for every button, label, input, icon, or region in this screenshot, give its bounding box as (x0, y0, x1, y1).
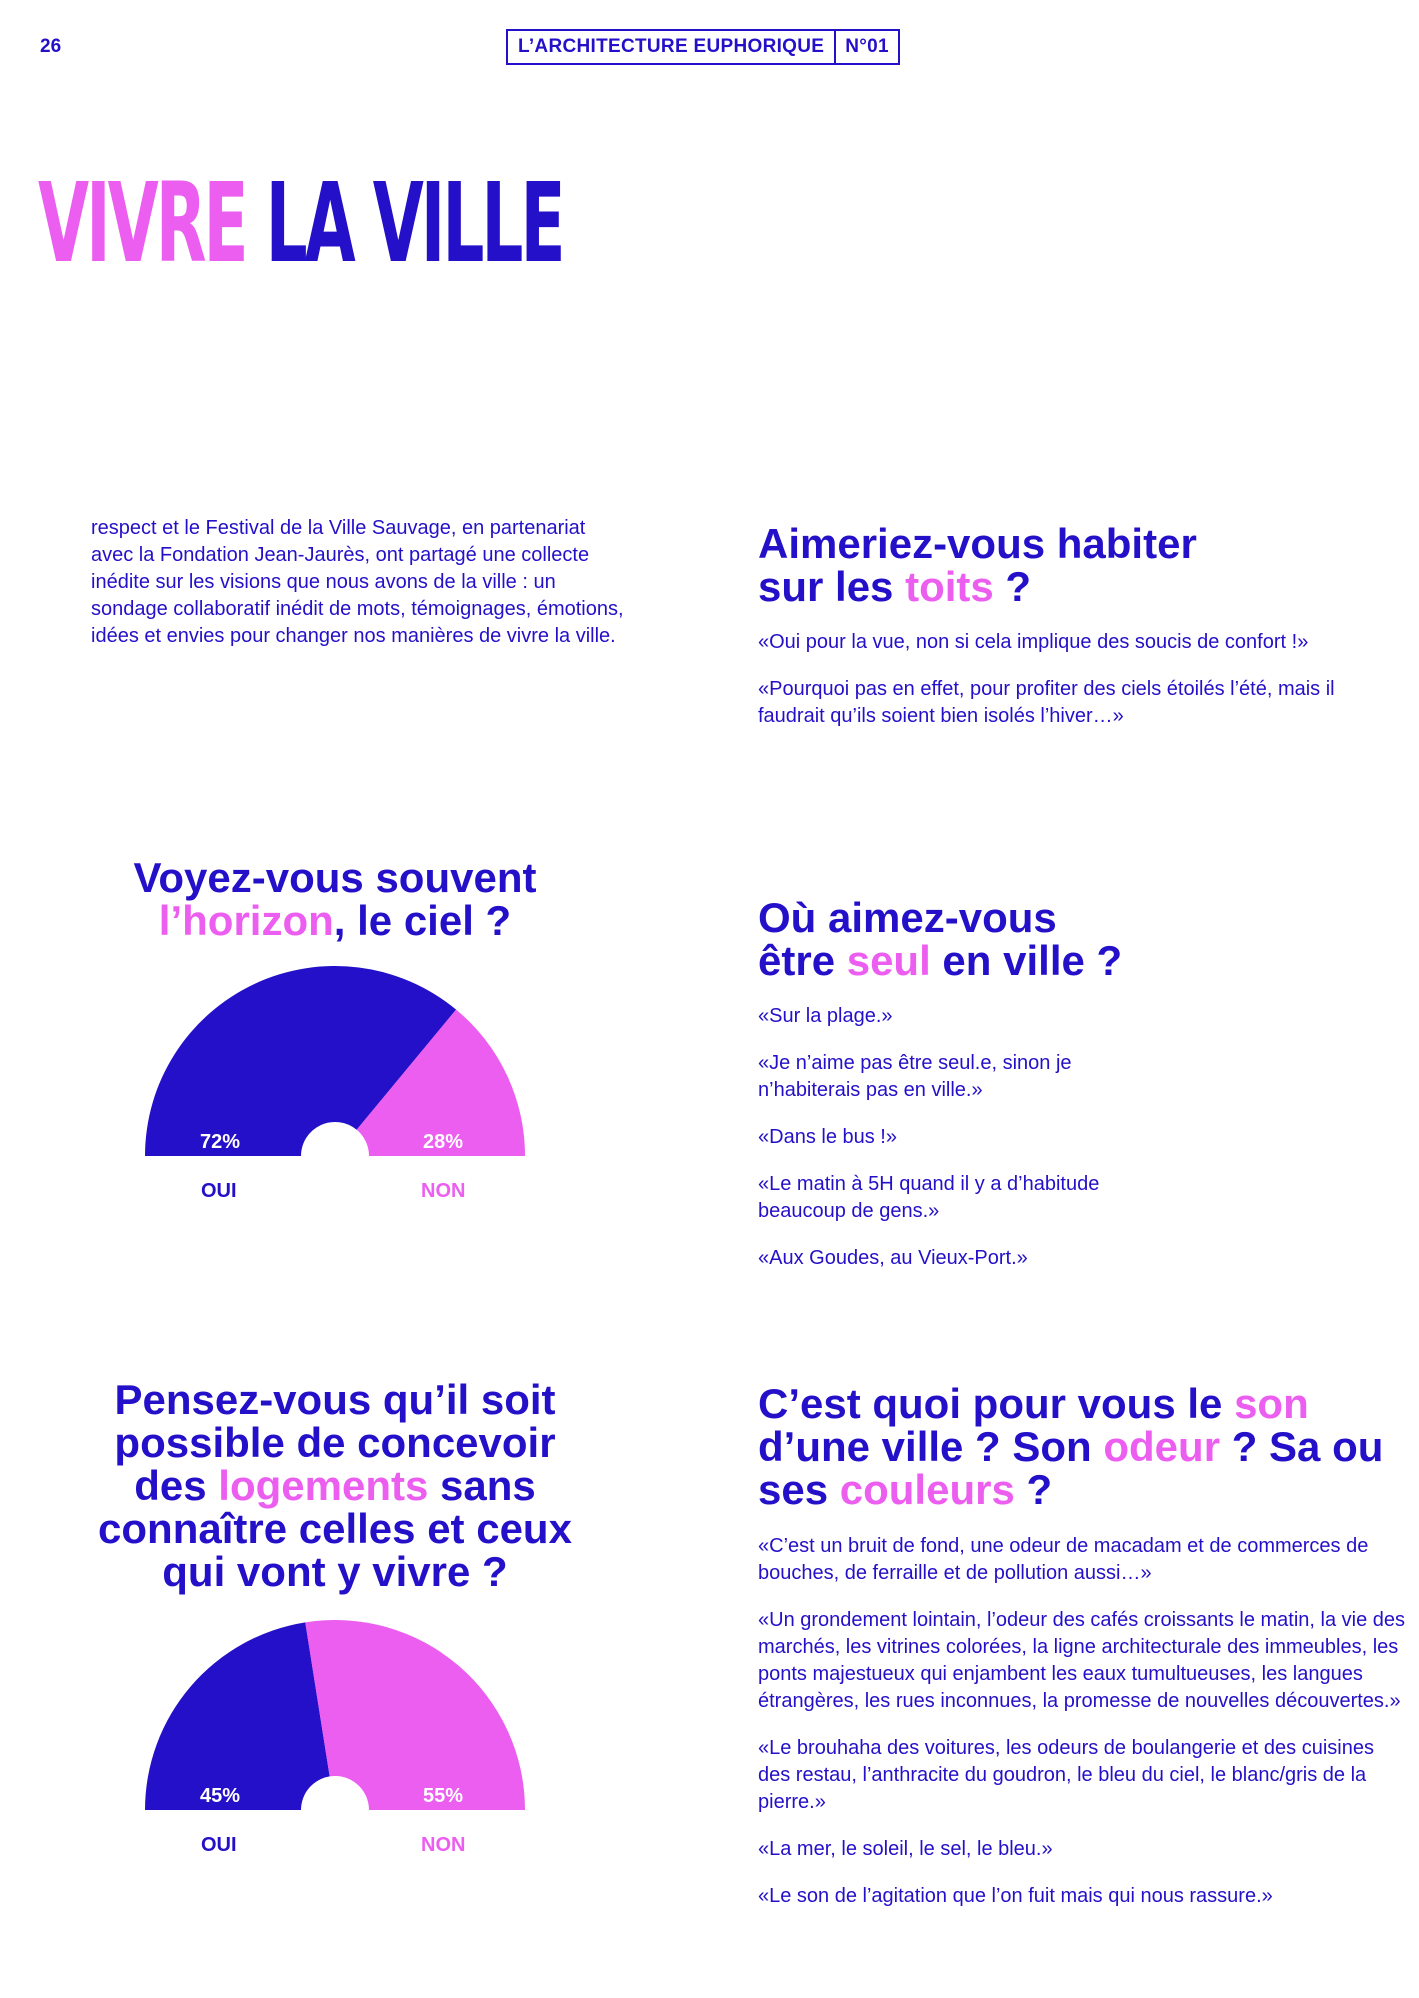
non-label: NON (421, 1180, 466, 1202)
magazine-title: L’ARCHITECTURE EUPHORIQUE (518, 36, 825, 57)
question-text: Pensez-vous qu’il soit possible de concevoir des (114, 1376, 556, 1509)
quote: «Sur la plage.» (758, 1005, 893, 1027)
question-highlight: couleurs (839, 1466, 1015, 1513)
quote: «Pourquoi pas en effet, pour profiter des ciels étoilés l’été, mais il faudrait qu’ils soient bien isolés l’hiver…» (758, 678, 1335, 727)
question-highlight: son (1234, 1380, 1309, 1427)
running-header (506, 29, 900, 65)
page-title (38, 159, 563, 287)
question-highlight: logements (218, 1462, 429, 1509)
quote: «Dans le bus !» (758, 1126, 897, 1148)
question-text: ? (1014, 1466, 1053, 1513)
quote: «Le son de l’agitation que l’on fuit mais qui nous rassure.» (758, 1885, 1273, 1907)
question-alone (758, 896, 1378, 982)
page-number: 26 (40, 36, 62, 57)
question-highlight: seul (846, 937, 931, 984)
quote: «Un grondement lointain, l’odeur des cafés croissants le matin, la vie des marchés, les vitrines colorées, la ligne architecturale des immeubles, les ponts majestueux qui enjambent les eaux tumultueuses, les langues étrangères, les rues inconnues, la promesse de nouvelles découvertes.» (758, 1609, 1406, 1712)
question-highlight: l’horizon (158, 897, 334, 944)
non-percent-label: 55% (423, 1785, 464, 1807)
question-text: Où aimez-vous (758, 894, 1057, 941)
gauge-segment-non (305, 1620, 525, 1810)
question-housing (80, 1378, 590, 1593)
intro-paragraph: respect et le Festival de la Ville Sauvage, en partenariat avec la Fondation Jean-Jaurès, ont partagé une collecte inédite sur les visions que nous avons de la ville : un sondage collaboratif inédit de mots, témoignages, émotions, idées et envies pour changer nos manières de vivre la ville. (91, 517, 624, 647)
quote: «Je n’aime pas être seul.e, sinon je n’habiterais pas en ville.» (758, 1052, 1072, 1101)
question-highlight: odeur (1103, 1423, 1221, 1470)
question-text: être (758, 937, 847, 984)
question-highlight: toits (905, 563, 994, 610)
roofs-quotes (758, 629, 1398, 750)
title-word-vivre: VIVRE (38, 159, 246, 287)
question-text: C’est quoi pour vous le (758, 1380, 1235, 1427)
quote: «Le matin à 5H quand il y a d’habitude beaucoup de gens.» (758, 1173, 1100, 1222)
quote: «Aux Goudes, au Vieux-Port.» (758, 1247, 1028, 1269)
non-percent-label: 28% (423, 1131, 464, 1153)
question-text: en ville ? (930, 937, 1123, 984)
question-text: ? Sa ou ses (758, 1423, 1384, 1513)
question-text: sur les (758, 563, 906, 610)
alone-quotes (758, 1003, 1398, 1292)
question-horizon (100, 856, 570, 942)
gauge-segment-oui (145, 1622, 330, 1810)
title-word-la-ville: LA VILLE (265, 159, 563, 287)
issue-number: N°01 (834, 31, 898, 63)
non-label: NON (421, 1834, 466, 1856)
gauge-chart-horizon (145, 966, 525, 1216)
question-text: sans connaître celles et ceux qui vont y vivre ? (98, 1462, 572, 1595)
gauge-chart-housing (145, 1620, 525, 1870)
oui-percent-label: 45% (200, 1785, 241, 1807)
question-text: d’une ville ? Son (758, 1423, 1104, 1470)
question-sound (758, 1382, 1398, 1511)
quote: «La mer, le soleil, le sel, le bleu.» (758, 1838, 1053, 1860)
question-roofs (758, 522, 1378, 608)
quote: «Oui pour la vue, non si cela implique des soucis de confort !» (758, 631, 1309, 653)
question-text: Voyez-vous souvent (133, 854, 537, 901)
oui-percent-label: 72% (200, 1131, 241, 1153)
quote: «Le brouhaha des voitures, les odeurs de boulangerie et des cuisines des restau, l’anthracite du goudron, le bleu du ciel, le blanc/gris de la pierre.» (758, 1737, 1374, 1813)
question-text: ? (993, 563, 1032, 610)
question-text: , le ciel ? (333, 897, 512, 944)
oui-label: OUI (201, 1180, 237, 1202)
oui-label: OUI (201, 1834, 237, 1856)
sound-quotes (758, 1533, 1408, 1930)
quote: «C’est un bruit de fond, une odeur de macadam et de commerces de bouches, de ferraille et de pollution aussi…» (758, 1535, 1369, 1584)
question-text: Aimeriez-vous habiter (758, 520, 1197, 567)
